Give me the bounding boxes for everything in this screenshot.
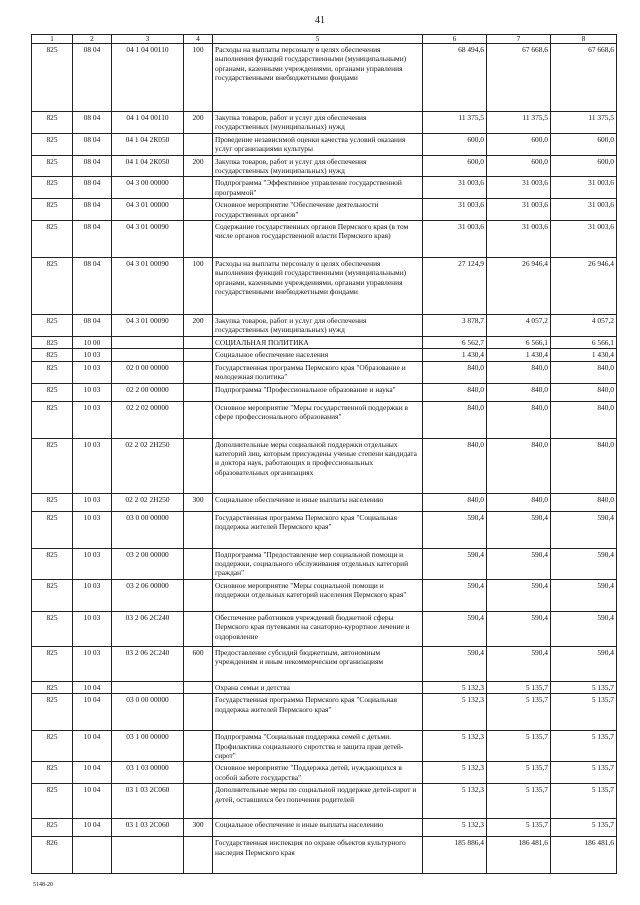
- cell-c6: 840,0: [423, 438, 487, 493]
- cell-c6: 68 494,6: [423, 44, 487, 112]
- cell-c4: [184, 221, 213, 258]
- cell-c4: [184, 784, 213, 819]
- cell-c8: 840,0: [551, 438, 617, 493]
- cell-c4: [184, 731, 213, 762]
- column-header-row: [32, 35, 617, 44]
- cell-c6: 5 132,3: [423, 762, 487, 784]
- cell-c2: 10 04: [73, 784, 112, 819]
- cell-c5: Закупка товаров, работ и услуг для обеспечения государственных (муниципальных) нужд: [213, 155, 423, 177]
- cell-c7: 4 057,2: [487, 315, 551, 337]
- cell-c6: 590,4: [423, 511, 487, 548]
- column-header: 8: [551, 35, 617, 44]
- cell-c7: 600,0: [487, 133, 551, 155]
- table-row: [32, 199, 617, 221]
- cell-c5: Дополнительные меры социальной поддержки отдельных категорий лиц, которым присуждены ученые степени кандидата и доктора наук, работающих в профессиональных образовательных организациях: [213, 438, 423, 493]
- cell-c8: 4 057,2: [551, 315, 617, 337]
- cell-c1: 825: [32, 112, 73, 134]
- page-number: 41: [315, 15, 325, 26]
- cell-c4: 600: [184, 646, 213, 681]
- cell-c3: 04 3 01 00090: [112, 221, 184, 258]
- cell-c3: 03 2 06 2С240: [112, 646, 184, 681]
- cell-c5: Государственная программа Пермского края "Образование и молодежная политика": [213, 361, 423, 383]
- cell-c4: 200: [184, 315, 213, 337]
- table-row: [32, 493, 617, 511]
- cell-c5: Подпрограмма "Предоставление мер социальной помощи и поддержки, социального обслуживания отдельных категорий граждан": [213, 548, 423, 579]
- cell-c8: 11 375,5: [551, 112, 617, 134]
- cell-c8: 186 481,6: [551, 837, 617, 874]
- cell-c7: 840,0: [487, 383, 551, 401]
- cell-c1: 825: [32, 646, 73, 681]
- table-row: [32, 762, 617, 784]
- column-header: 6: [423, 35, 487, 44]
- table-row: [32, 611, 617, 646]
- cell-c8: 590,4: [551, 611, 617, 646]
- cell-c8: 26 946,4: [551, 258, 617, 315]
- cell-c2: [73, 837, 112, 874]
- cell-c3: 03 1 03 00000: [112, 762, 184, 784]
- table-row: [32, 177, 617, 199]
- cell-c1: 825: [32, 762, 73, 784]
- cell-c1: 825: [32, 258, 73, 315]
- cell-c6: 590,4: [423, 646, 487, 681]
- cell-c7: 590,4: [487, 579, 551, 611]
- cell-c6: 840,0: [423, 493, 487, 511]
- cell-c7: 67 668,6: [487, 44, 551, 112]
- cell-c5: Подпрограмма "Профессиональное образование и наука": [213, 383, 423, 401]
- cell-c3: 03 1 00 00000: [112, 731, 184, 762]
- cell-c7: 840,0: [487, 438, 551, 493]
- table-row: [32, 784, 617, 819]
- cell-c3: 03 2 06 2С240: [112, 611, 184, 646]
- cell-c8: 840,0: [551, 361, 617, 383]
- cell-c1: 825: [32, 44, 73, 112]
- cell-c8: 5 135,7: [551, 694, 617, 731]
- cell-c5: Социальное обеспечение населения: [213, 349, 423, 361]
- cell-c4: [184, 177, 213, 199]
- cell-c4: 300: [184, 493, 213, 511]
- cell-c4: [184, 511, 213, 548]
- table-row: [32, 349, 617, 361]
- column-header: 7: [487, 35, 551, 44]
- table-row: [32, 548, 617, 579]
- cell-c6: 590,4: [423, 548, 487, 579]
- cell-c6: 5 132,3: [423, 784, 487, 819]
- cell-c1: 825: [32, 579, 73, 611]
- cell-c2: 08 04: [73, 155, 112, 177]
- cell-c7: 31 003,6: [487, 177, 551, 199]
- table-row: [32, 315, 617, 337]
- cell-c1: 825: [32, 315, 73, 337]
- cell-c4: [184, 133, 213, 155]
- table-row: [32, 681, 617, 693]
- cell-c2: 10 04: [73, 762, 112, 784]
- cell-c8: 31 003,6: [551, 199, 617, 221]
- cell-c8: 5 135,7: [551, 819, 617, 837]
- cell-c7: 5 135,7: [487, 762, 551, 784]
- footer-code: 5148-20: [33, 882, 53, 888]
- cell-c3: 04 1 04 2К050: [112, 155, 184, 177]
- cell-c4: 100: [184, 258, 213, 315]
- cell-c8: 1 430,4: [551, 349, 617, 361]
- cell-c1: 825: [32, 133, 73, 155]
- cell-c3: 02 0 00 00000: [112, 361, 184, 383]
- cell-c3: [112, 349, 184, 361]
- cell-c6: 5 132,3: [423, 681, 487, 693]
- cell-c6: 31 003,6: [423, 199, 487, 221]
- cell-c5: СОЦИАЛЬНАЯ ПОЛИТИКА: [213, 336, 423, 348]
- cell-c2: 08 04: [73, 44, 112, 112]
- cell-c5: Основное мероприятие "Обеспечение деятельности государственных органов": [213, 199, 423, 221]
- cell-c8: 5 135,7: [551, 731, 617, 762]
- cell-c2: 10 03: [73, 438, 112, 493]
- cell-c8: 590,4: [551, 511, 617, 548]
- cell-c2: 10 00: [73, 336, 112, 348]
- cell-c3: 03 2 00 00000: [112, 548, 184, 579]
- cell-c5: Подпрограмма "Эффективное управление государственной программой": [213, 177, 423, 199]
- table-row: [32, 438, 617, 493]
- cell-c2: 10 03: [73, 349, 112, 361]
- cell-c2: 10 03: [73, 611, 112, 646]
- cell-c7: 840,0: [487, 361, 551, 383]
- cell-c3: 04 1 04 2К050: [112, 133, 184, 155]
- cell-c3: 02 2 02 00000: [112, 401, 184, 438]
- cell-c4: [184, 361, 213, 383]
- cell-c4: [184, 336, 213, 348]
- cell-c8: 31 003,6: [551, 177, 617, 199]
- cell-c5: Обеспечение работников учреждений бюджетной сферы Пермского края путевками на санаторно-курортное лечение и оздоровление: [213, 611, 423, 646]
- cell-c7: 11 375,5: [487, 112, 551, 134]
- cell-c4: 300: [184, 819, 213, 837]
- cell-c2: 10 03: [73, 511, 112, 548]
- cell-c1: 825: [32, 784, 73, 819]
- cell-c3: 04 1 04 00110: [112, 112, 184, 134]
- cell-c3: [112, 336, 184, 348]
- table-row: [32, 579, 617, 611]
- cell-c7: 5 135,7: [487, 731, 551, 762]
- table-row: [32, 383, 617, 401]
- table-row: [32, 819, 617, 837]
- cell-c6: 600,0: [423, 133, 487, 155]
- cell-c1: 825: [32, 336, 73, 348]
- cell-c3: 03 0 00 00000: [112, 694, 184, 731]
- cell-c5: Государственная программа Пермского края "Социальная поддержка жителей Пермского края": [213, 694, 423, 731]
- table-row: [32, 112, 617, 134]
- cell-c7: 5 135,7: [487, 694, 551, 731]
- cell-c1: 825: [32, 438, 73, 493]
- cell-c1: 825: [32, 548, 73, 579]
- cell-c7: 186 481,6: [487, 837, 551, 874]
- column-header: 1: [32, 35, 73, 44]
- cell-c7: 26 946,4: [487, 258, 551, 315]
- cell-c2: 10 04: [73, 819, 112, 837]
- cell-c1: 825: [32, 731, 73, 762]
- cell-c6: 600,0: [423, 155, 487, 177]
- cell-c8: 31 003,6: [551, 221, 617, 258]
- cell-c5: Закупка товаров, работ и услуг для обеспечения государственных (муниципальных) нужд: [213, 315, 423, 337]
- cell-c3: 03 0 00 00000: [112, 511, 184, 548]
- cell-c8: 600,0: [551, 155, 617, 177]
- cell-c2: 10 03: [73, 361, 112, 383]
- cell-c7: 840,0: [487, 401, 551, 438]
- cell-c4: [184, 349, 213, 361]
- cell-c1: 825: [32, 361, 73, 383]
- cell-c5: Социальное обеспечение и иные выплаты населению: [213, 493, 423, 511]
- cell-c1: 825: [32, 199, 73, 221]
- cell-c6: 27 124,9: [423, 258, 487, 315]
- cell-c6: 6 562,7: [423, 336, 487, 348]
- cell-c2: 10 04: [73, 731, 112, 762]
- cell-c4: [184, 579, 213, 611]
- cell-c2: 10 03: [73, 548, 112, 579]
- cell-c7: 1 430,4: [487, 349, 551, 361]
- cell-c4: [184, 837, 213, 874]
- table-row: [32, 731, 617, 762]
- table-row: [32, 401, 617, 438]
- cell-c3: 04 3 00 00000: [112, 177, 184, 199]
- cell-c5: Основное мероприятие "Меры социальной помощи и поддержки отдельных категорий населения Пермского края": [213, 579, 423, 611]
- cell-c5: Дополнительные меры по социальной поддержке детей-сирот и детей, оставшихся без попечения родителей: [213, 784, 423, 819]
- cell-c5: Расходы на выплаты персоналу в целях обеспечения выполнения функций государственными (муниципальными) органами, казенными учреждениями, органами управления государственными внебюджетными фондами: [213, 258, 423, 315]
- cell-c6: 590,4: [423, 579, 487, 611]
- cell-c2: 08 04: [73, 258, 112, 315]
- cell-c2: 10 03: [73, 646, 112, 681]
- cell-c2: 08 04: [73, 199, 112, 221]
- table-row: [32, 361, 617, 383]
- column-header: 5: [213, 35, 423, 44]
- table-row: [32, 44, 617, 112]
- cell-c6: 5 132,3: [423, 731, 487, 762]
- cell-c5: Предоставление субсидий бюджетным, автономным учреждениям и иным некоммерческим организациям: [213, 646, 423, 681]
- cell-c1: 825: [32, 819, 73, 837]
- cell-c5: Государственная инспекция по охране объектов культурного наследия Пермского края: [213, 837, 423, 874]
- cell-c8: 840,0: [551, 401, 617, 438]
- cell-c3: 02 2 02 2Н250: [112, 493, 184, 511]
- cell-c6: 3 878,7: [423, 315, 487, 337]
- cell-c5: Государственная программа Пермского края "Социальная поддержка жителей Пермского края": [213, 511, 423, 548]
- cell-c6: 5 132,3: [423, 819, 487, 837]
- cell-c8: 6 566,1: [551, 336, 617, 348]
- cell-c4: 100: [184, 44, 213, 112]
- cell-c6: 31 003,6: [423, 177, 487, 199]
- cell-c6: 840,0: [423, 383, 487, 401]
- cell-c1: 825: [32, 694, 73, 731]
- table-row: [32, 837, 617, 874]
- cell-c3: 02 2 00 00000: [112, 383, 184, 401]
- cell-c1: 825: [32, 155, 73, 177]
- cell-c5: Закупка товаров, работ и услуг для обеспечения государственных (муниципальных) нужд: [213, 112, 423, 134]
- cell-c8: 590,4: [551, 579, 617, 611]
- cell-c4: 200: [184, 155, 213, 177]
- cell-c8: 5 135,7: [551, 784, 617, 819]
- cell-c1: 825: [32, 681, 73, 693]
- cell-c3: 04 3 01 00090: [112, 315, 184, 337]
- cell-c2: 10 04: [73, 681, 112, 693]
- cell-c4: [184, 694, 213, 731]
- cell-c1: 825: [32, 401, 73, 438]
- column-header: 3: [112, 35, 184, 44]
- cell-c2: 10 04: [73, 694, 112, 731]
- cell-c2: 10 03: [73, 383, 112, 401]
- table-row: [32, 511, 617, 548]
- cell-c7: 5 135,7: [487, 681, 551, 693]
- cell-c6: 590,4: [423, 611, 487, 646]
- cell-c3: 04 1 04 00110: [112, 44, 184, 112]
- cell-c3: 02 2 02 2Н250: [112, 438, 184, 493]
- budget-table: [31, 34, 617, 874]
- table-row: [32, 221, 617, 258]
- cell-c5: Подпрограмма "Социальная поддержка семей с детьми. Профилактика социального сиротства и защита прав детей-сирот": [213, 731, 423, 762]
- cell-c4: [184, 681, 213, 693]
- table-body: [32, 44, 617, 874]
- cell-c8: 600,0: [551, 133, 617, 155]
- cell-c5: Расходы на выплаты персоналу в целях обеспечения выполнения функций государственными (муниципальными) органами, казенными учреждениями, органами управления государственными внебюджетными фондами: [213, 44, 423, 112]
- table-row: [32, 694, 617, 731]
- cell-c3: [112, 681, 184, 693]
- cell-c8: 590,4: [551, 646, 617, 681]
- cell-c4: [184, 401, 213, 438]
- cell-c7: 590,4: [487, 511, 551, 548]
- cell-c6: 31 003,6: [423, 221, 487, 258]
- cell-c3: 03 1 03 2С060: [112, 819, 184, 837]
- cell-c4: [184, 438, 213, 493]
- cell-c4: [184, 762, 213, 784]
- table-row: [32, 336, 617, 348]
- cell-c6: 5 132,3: [423, 694, 487, 731]
- cell-c1: 825: [32, 383, 73, 401]
- cell-c4: [184, 548, 213, 579]
- cell-c2: 10 03: [73, 579, 112, 611]
- cell-c8: 5 135,7: [551, 762, 617, 784]
- cell-c7: 5 135,7: [487, 784, 551, 819]
- cell-c8: 840,0: [551, 493, 617, 511]
- cell-c1: 826: [32, 837, 73, 874]
- cell-c8: 67 668,6: [551, 44, 617, 112]
- cell-c7: 590,4: [487, 548, 551, 579]
- column-header: 2: [73, 35, 112, 44]
- cell-c6: 11 375,5: [423, 112, 487, 134]
- cell-c4: [184, 199, 213, 221]
- budget-table-container: [31, 34, 616, 874]
- cell-c4: [184, 611, 213, 646]
- cell-c1: 825: [32, 511, 73, 548]
- cell-c6: 185 886,4: [423, 837, 487, 874]
- cell-c1: 825: [32, 349, 73, 361]
- cell-c8: 840,0: [551, 383, 617, 401]
- cell-c3: 03 2 06 00000: [112, 579, 184, 611]
- cell-c6: 840,0: [423, 361, 487, 383]
- cell-c4: 200: [184, 112, 213, 134]
- cell-c2: 10 03: [73, 493, 112, 511]
- table-row: [32, 155, 617, 177]
- cell-c1: 825: [32, 493, 73, 511]
- cell-c7: 31 003,6: [487, 199, 551, 221]
- cell-c5: Содержание государственных органов Пермского края (в том числе органов государственной власти Пермского края): [213, 221, 423, 258]
- cell-c5: Основное мероприятие "Поддержка детей, нуждающихся в особой заботе государства": [213, 762, 423, 784]
- cell-c2: 08 04: [73, 133, 112, 155]
- cell-c2: 08 04: [73, 177, 112, 199]
- cell-c2: 08 04: [73, 112, 112, 134]
- cell-c7: 5 135,7: [487, 819, 551, 837]
- cell-c5: Охрана семьи и детства: [213, 681, 423, 693]
- cell-c5: Основное мероприятие "Меры государственной поддержки в сфере профессионального образования": [213, 401, 423, 438]
- cell-c7: 840,0: [487, 493, 551, 511]
- cell-c7: 31 003,6: [487, 221, 551, 258]
- cell-c6: 840,0: [423, 401, 487, 438]
- cell-c7: 590,4: [487, 611, 551, 646]
- cell-c8: 590,4: [551, 548, 617, 579]
- cell-c2: 10 03: [73, 401, 112, 438]
- cell-c3: 03 1 03 2С060: [112, 784, 184, 819]
- cell-c7: 590,4: [487, 646, 551, 681]
- cell-c2: 08 04: [73, 221, 112, 258]
- column-header: 4: [184, 35, 213, 44]
- cell-c8: 5 135,7: [551, 681, 617, 693]
- cell-c7: 6 566,1: [487, 336, 551, 348]
- table-row: [32, 258, 617, 315]
- cell-c4: [184, 383, 213, 401]
- cell-c1: 825: [32, 177, 73, 199]
- table-row: [32, 133, 617, 155]
- cell-c1: 825: [32, 611, 73, 646]
- cell-c2: 08 04: [73, 315, 112, 337]
- cell-c3: [112, 837, 184, 874]
- cell-c1: 825: [32, 221, 73, 258]
- cell-c3: 04 3 01 00090: [112, 258, 184, 315]
- cell-c5: Социальное обеспечение и иные выплаты населению: [213, 819, 423, 837]
- cell-c7: 600,0: [487, 155, 551, 177]
- cell-c5: Проведение независимой оценки качества условий оказания услуг организациями культуры: [213, 133, 423, 155]
- cell-c3: 04 3 01 00000: [112, 199, 184, 221]
- table-row: [32, 646, 617, 681]
- cell-c6: 1 430,4: [423, 349, 487, 361]
